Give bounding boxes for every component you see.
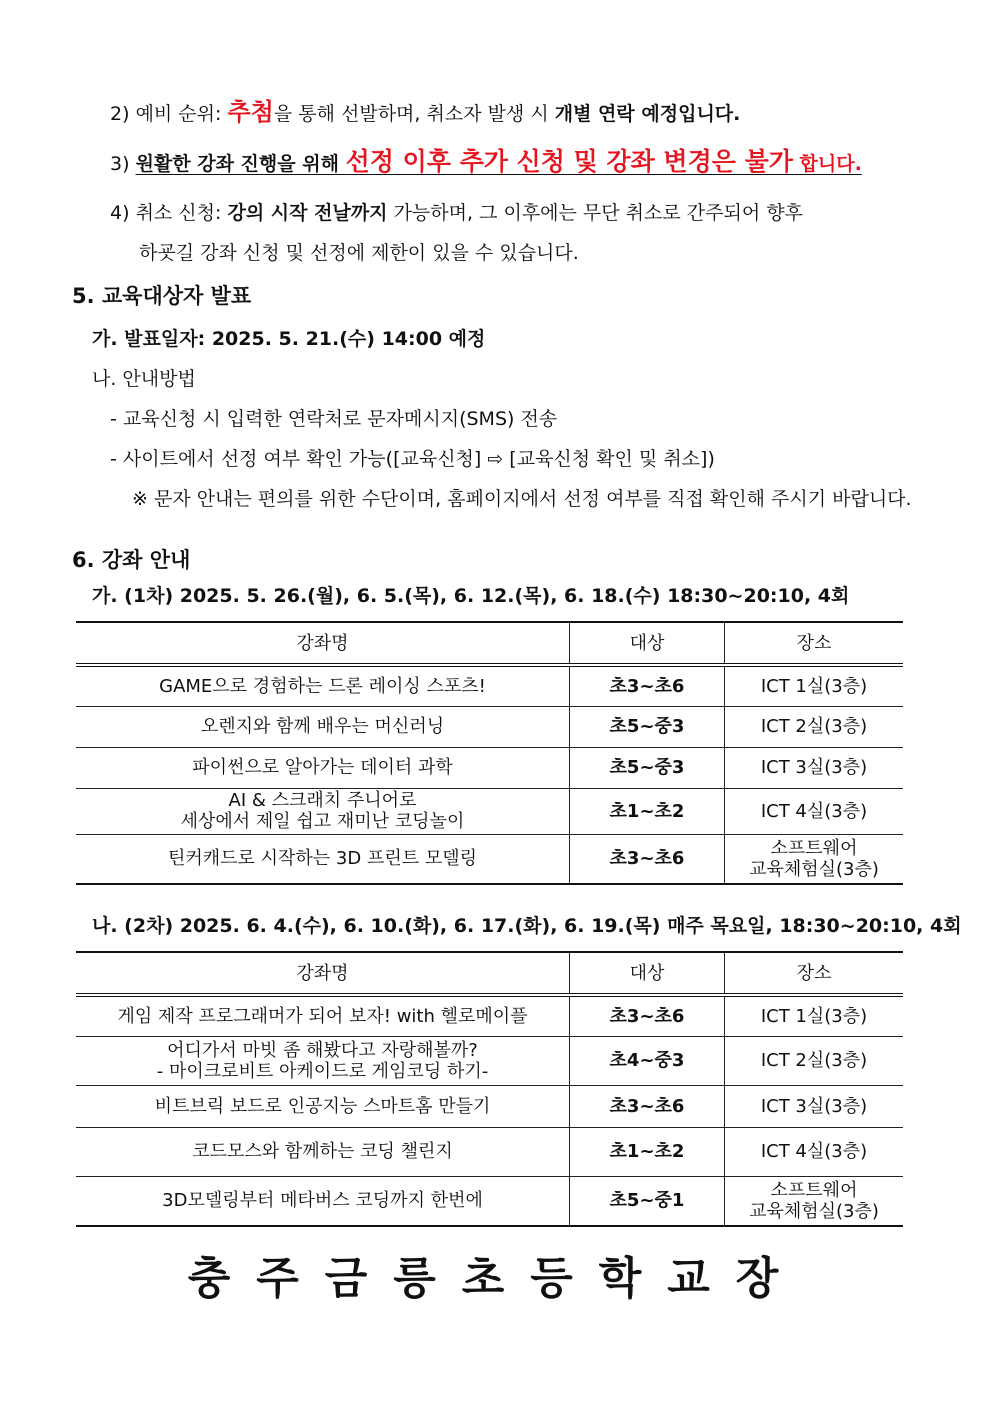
note-2-highlight: 추첨 <box>227 98 274 126</box>
table-header <box>76 622 903 665</box>
section6-title: 6. 강좌 안내 <box>72 548 191 572</box>
section5-title: 5. 교육대상자 발표 <box>72 284 252 308</box>
section5-method: 나. 안내방법 <box>92 368 196 390</box>
table-row: 틴커캐드로 시작하는 3D 프린트 모델링 초3~초6 소프트웨어 교육체험실(3층) <box>76 834 903 884</box>
table-row: 어디가서 마빗 좀 해봤다고 자랑해볼까? - 마이크로비트 아케이드로 게임코딩 하기- 초4~중3 ICT 2실(3층) <box>76 1036 903 1085</box>
note-3-highlight: 선정 이후 추가 신청 및 강좌 변경은 불가 <box>345 147 793 176</box>
table-row: 코드모스와 함께하는 코딩 챌린지 초1~초2 ICT 4실(3층) <box>76 1127 903 1176</box>
header-place: 장소 <box>725 622 904 665</box>
table-row: 파이썬으로 알아가는 데이터 과학 초5~중3 ICT 3실(3층) <box>76 747 903 788</box>
header-name: 강좌명 <box>76 952 570 995</box>
table-header <box>76 952 903 995</box>
table-row: 3D모델링부터 메타버스 코딩까지 한번에 초5~중1 소프트웨어 교육체험실(3층) <box>76 1176 903 1226</box>
header-name: 강좌명 <box>76 622 570 665</box>
header-place: 장소 <box>725 952 904 995</box>
round2-label: 나. (2차) 2025. 6. 4.(수), 6. 10.(화), 6. 17.(화), 6. 19.(목) 매주 목요일, 18:30~20:10, 4회 <box>92 915 962 937</box>
round1-table <box>76 621 903 885</box>
section5-method-2: - 사이트에서 선정 여부 확인 가능([교육신청] ⇨ [교육신청 확인 및 취소]) <box>110 448 715 470</box>
round2-table <box>76 951 903 1227</box>
table-row: AI & 스크래치 주니어로 세상에서 제일 쉽고 재미난 코딩놀이 초1~초2 ICT 4실(3층) <box>76 788 903 834</box>
table-row: 게임 제작 프로그래머가 되어 보자! with 헬로메이플 초3~초6 ICT 1실(3층) <box>76 995 903 1036</box>
note-4-line2: 하굣길 강좌 신청 및 선정에 제한이 있을 수 있습니다. <box>139 242 579 264</box>
section5-method-1: - 교육신청 시 입력한 연락처로 문자메시지(SMS) 전송 <box>110 408 558 430</box>
section5-note: ※ 문자 안내는 편의를 위한 수단이며, 홈페이지에서 선정 여부를 직접 확인해 주시기 바랍니다. <box>132 488 912 510</box>
note-4: 4) 취소 신청: 강의 시작 전날까지 가능하며, 그 이후에는 무단 취소로 간주되어 향후 <box>110 202 803 224</box>
table-row: 오렌지와 함께 배우는 머신러닝 초5~중3 ICT 2실(3층) <box>76 706 903 747</box>
round1-label: 가. (1차) 2025. 5. 26.(월), 6. 5.(목), 6. 12.(목), 6. 18.(수) 18:30~20:10, 4회 <box>92 585 850 607</box>
table-row: 비트브릭 보드로 인공지능 스마트홈 만들기 초3~초6 ICT 3실(3층) <box>76 1085 903 1127</box>
table-row: GAME으로 경험하는 드론 레이싱 스포츠! 초3~초6 ICT 1실(3층) <box>76 665 903 706</box>
header-target: 대상 <box>570 952 725 995</box>
note-3: 3) 원활한 강좌 진행을 위해 선정 이후 추가 신청 및 강좌 변경은 불가 합니다. <box>110 147 862 176</box>
note-2: 2) 예비 순위: 추첨을 통해 선발하며, 취소자 발생 시 개별 연락 예정입니다. <box>110 98 741 126</box>
section5-date: 가. 발표일자: 2025. 5. 21.(수) 14:00 예정 <box>92 328 486 350</box>
header-target: 대상 <box>570 622 725 665</box>
signature: 충주금릉초등학교장 <box>187 1253 805 1304</box>
